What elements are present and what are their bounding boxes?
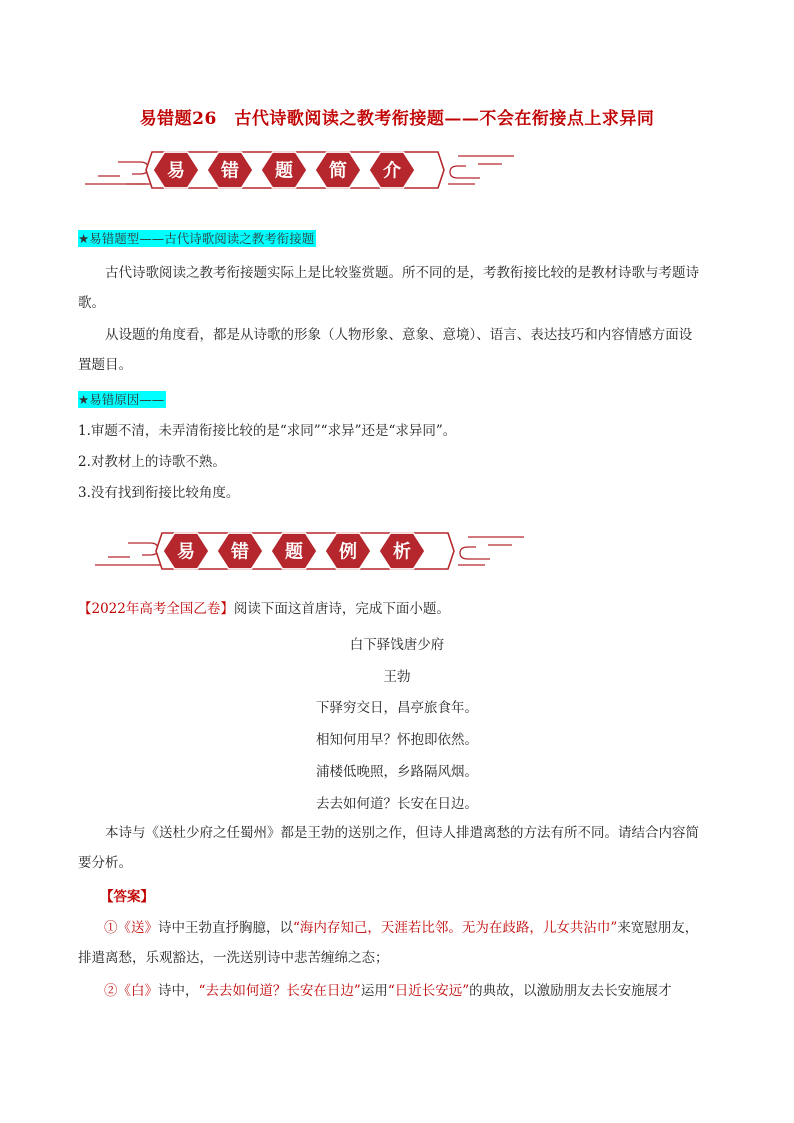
- poem-line: 下驿穷交日，昌亭旅食年。: [316, 700, 478, 716]
- answer1-text-a: 诗中王勃直抒胸臆，以: [158, 920, 293, 936]
- banner-right-ornament: [448, 156, 514, 184]
- section-banner-intro: [80, 148, 520, 192]
- question-line2: 要分析。: [78, 855, 132, 871]
- answer-label: 【答案】: [100, 889, 154, 905]
- answer2-line1: [104, 976, 724, 1006]
- poem-line: 去去如何道？长安在日边。: [316, 796, 478, 812]
- error-type-highlight: ★易错题型——古代诗歌阅读之教考衔接题: [78, 231, 315, 246]
- banner-char: 介: [383, 160, 401, 182]
- poem-line: 浦楼低晚照，乡路隔风烟。: [316, 764, 478, 780]
- banner-char: 题: [285, 541, 303, 563]
- para1-line1: 古代诗歌阅读之教考衔接题实际上是比较鉴赏题。所不同的是，考教衔接比较的是教材诗歌与考题诗: [105, 265, 699, 281]
- para1-line2: 歌。: [78, 295, 105, 311]
- page-title: 易错题26 古代诗歌阅读之教考衔接题——不会在衔接点上求异同: [139, 109, 655, 129]
- banner-char: 题: [275, 160, 293, 182]
- banner-left-ornament: [95, 543, 162, 565]
- example-intro: [78, 597, 450, 617]
- answer2-prefix: ②《白》: [104, 983, 158, 999]
- error-reason-highlight: ★易错原因——: [78, 392, 165, 407]
- answer1-line1: [104, 913, 724, 943]
- answer2-text-c: 的典故，以激励朋友去长安施展才: [469, 983, 672, 999]
- para2-line2: 置题目。: [78, 357, 132, 373]
- poem-author: 王勃: [383, 669, 411, 685]
- answer1-prefix: ①《送》: [104, 920, 158, 936]
- answer1-line2: 排遣离愁，乐观豁达，一洗送别诗中悲苦缠绵之态；: [78, 950, 389, 966]
- banner-char: 例: [339, 541, 357, 563]
- example-source: 【2022年高考全国乙卷】: [78, 601, 234, 617]
- banner-char: 错: [231, 541, 249, 563]
- reason-item: 2.对教材上的诗歌不熟。: [78, 454, 226, 470]
- answer2-quote2: “日近长安远”: [387, 983, 470, 999]
- banner-char: 易: [177, 541, 195, 563]
- answer1-quote: “海内存知己，天涯若比邻。无为在歧路，儿女共沾巾”: [293, 920, 618, 936]
- banner-char: 易: [167, 160, 185, 182]
- answer2-text-b: 运用: [360, 983, 388, 999]
- banner-char: 错: [221, 160, 239, 182]
- answer1-text-b: 来宽慰朋友，: [617, 920, 699, 936]
- reason-item: 1.审题不清，未弄清衔接比较的是“求同”“求异”还是“求异同”。: [78, 423, 457, 439]
- poem-line: 相知何用早？怀抱即依然。: [316, 732, 478, 748]
- banner-char: 简: [329, 160, 347, 182]
- error-type-label: [78, 228, 316, 247]
- answer2-quote1: “去去如何道？长安在日边”: [198, 983, 361, 999]
- error-reason-label: [78, 389, 166, 408]
- banner-right-ornament: [458, 537, 524, 565]
- reason-item: 3.没有找到衔接比较角度。: [78, 485, 240, 501]
- question-line1: 本诗与《送杜少府之任蜀州》都是王勃的送别之作，但诗人排遣离愁的方法有所不同。请结合内容简: [105, 825, 699, 841]
- banner-left-ornament: [85, 162, 152, 184]
- example-prompt: 阅读下面这首唐诗，完成下面小题。: [233, 601, 450, 617]
- banner-char: 析: [393, 541, 411, 563]
- poem-title: 白下驿饯唐少府: [349, 637, 445, 653]
- answer2-text-a: 诗中，: [158, 983, 199, 999]
- para2-line1: 从设题的角度看，都是从诗歌的形象（人物形象、意象、意境）、语言、表达技巧和内容情感方面设: [105, 327, 693, 343]
- section-banner-examples: [90, 529, 530, 573]
